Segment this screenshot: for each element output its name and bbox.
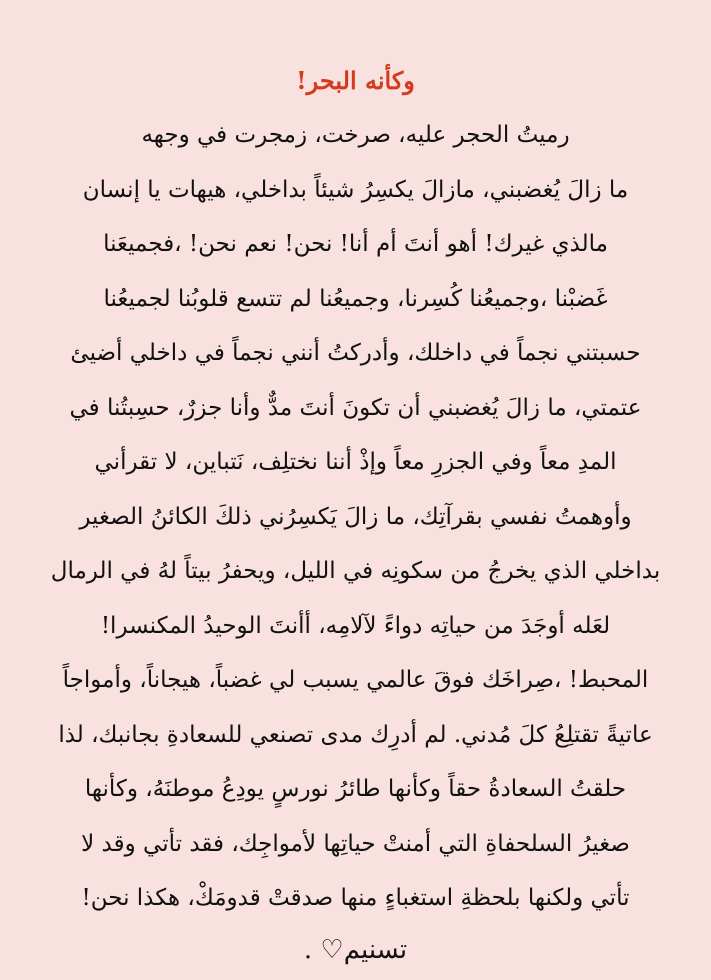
signature (36, 920, 675, 980)
signature-name: تسنيم (343, 934, 408, 965)
poem-line-15: تأتي ولكنها بلحظةِ استغباءٍ منها صدقتْ قدومَكْ، هكذا نحن! (81, 885, 630, 911)
poem-line-8: وأوهمتُ نفسي بقرآتِك، ما زالَ يَكسِرُني ذلكَ الكائنُ الصغير (79, 503, 632, 530)
poem-line-1: رميتُ الحجر عليه، صرخت، زمجرت في وجهه (141, 122, 570, 148)
poem-line-4: غَضبْنا ،وجميعُنا كُسِرنا، وجميعُنا لم تتسع قلوبُنا لجميعُنا (103, 285, 608, 312)
poem-line-6: عتمتي، ما زالَ يُغضبني أن تكونَ أنتَ مدٌّ وأنا جزرٌ، حسِبتُنا في (69, 394, 642, 421)
poem-line-11: المحبط! ،صِراخَك فوقَ عالمي يسبب لي غضباً، هيجاناً، وأمواجاً (62, 667, 649, 693)
poem-line-9: بداخلي الذي يخرجُ من سكونِه في الليل، ويحفرُ بيتاً لهُ في الرمال (50, 558, 661, 584)
poem-body (36, 108, 675, 926)
poem-line-7: المدِ معاً وفي الجزرِ معاً وإذْ أننا نختلِف، نَتباين، لا تقرأني (94, 449, 617, 475)
poem-line-2: ما زالَ يُغضبني، مازالَ يكسِرُ شيئاً بداخلي، هيهات يا إنسان (82, 176, 629, 203)
poem-line-12: عاتيةً تقتلِعُ كلَ مُدني. لم أدرِك مدى تصنعي للسعادةِ بجانبك، لذا (58, 721, 653, 748)
poem-line-10: لعَله أوجَدَ من حياتِه دواءً لآلامِه، أأنتَ الوحيدُ المكنسرا! (100, 612, 611, 639)
poem-line-14: صغيرُ السلحفاةِ التي أمنتْ حياتِها لأمواجِك، فقد تأتي وقد لا (81, 830, 630, 857)
poem-line-3: مالذي غيرك! أهو أنتَ أم أنا! نحن! نعم نحن! ،فجميعَنا (103, 231, 608, 257)
poem-line-13: حلقتُ السعادةُ حقاً وكأنها طائرُ نورسٍ يودِعُ موطنَهُ، وكأنها (84, 776, 627, 802)
poem-title: وكأنه البحر! (296, 66, 415, 95)
heart-icon: ♡ (320, 934, 344, 965)
signature-dot: . (303, 934, 313, 965)
poem-line-5: حسبتني نجماً في داخلك، وأدركتُ أنني نجماً في داخلي أضيئ (70, 340, 641, 366)
